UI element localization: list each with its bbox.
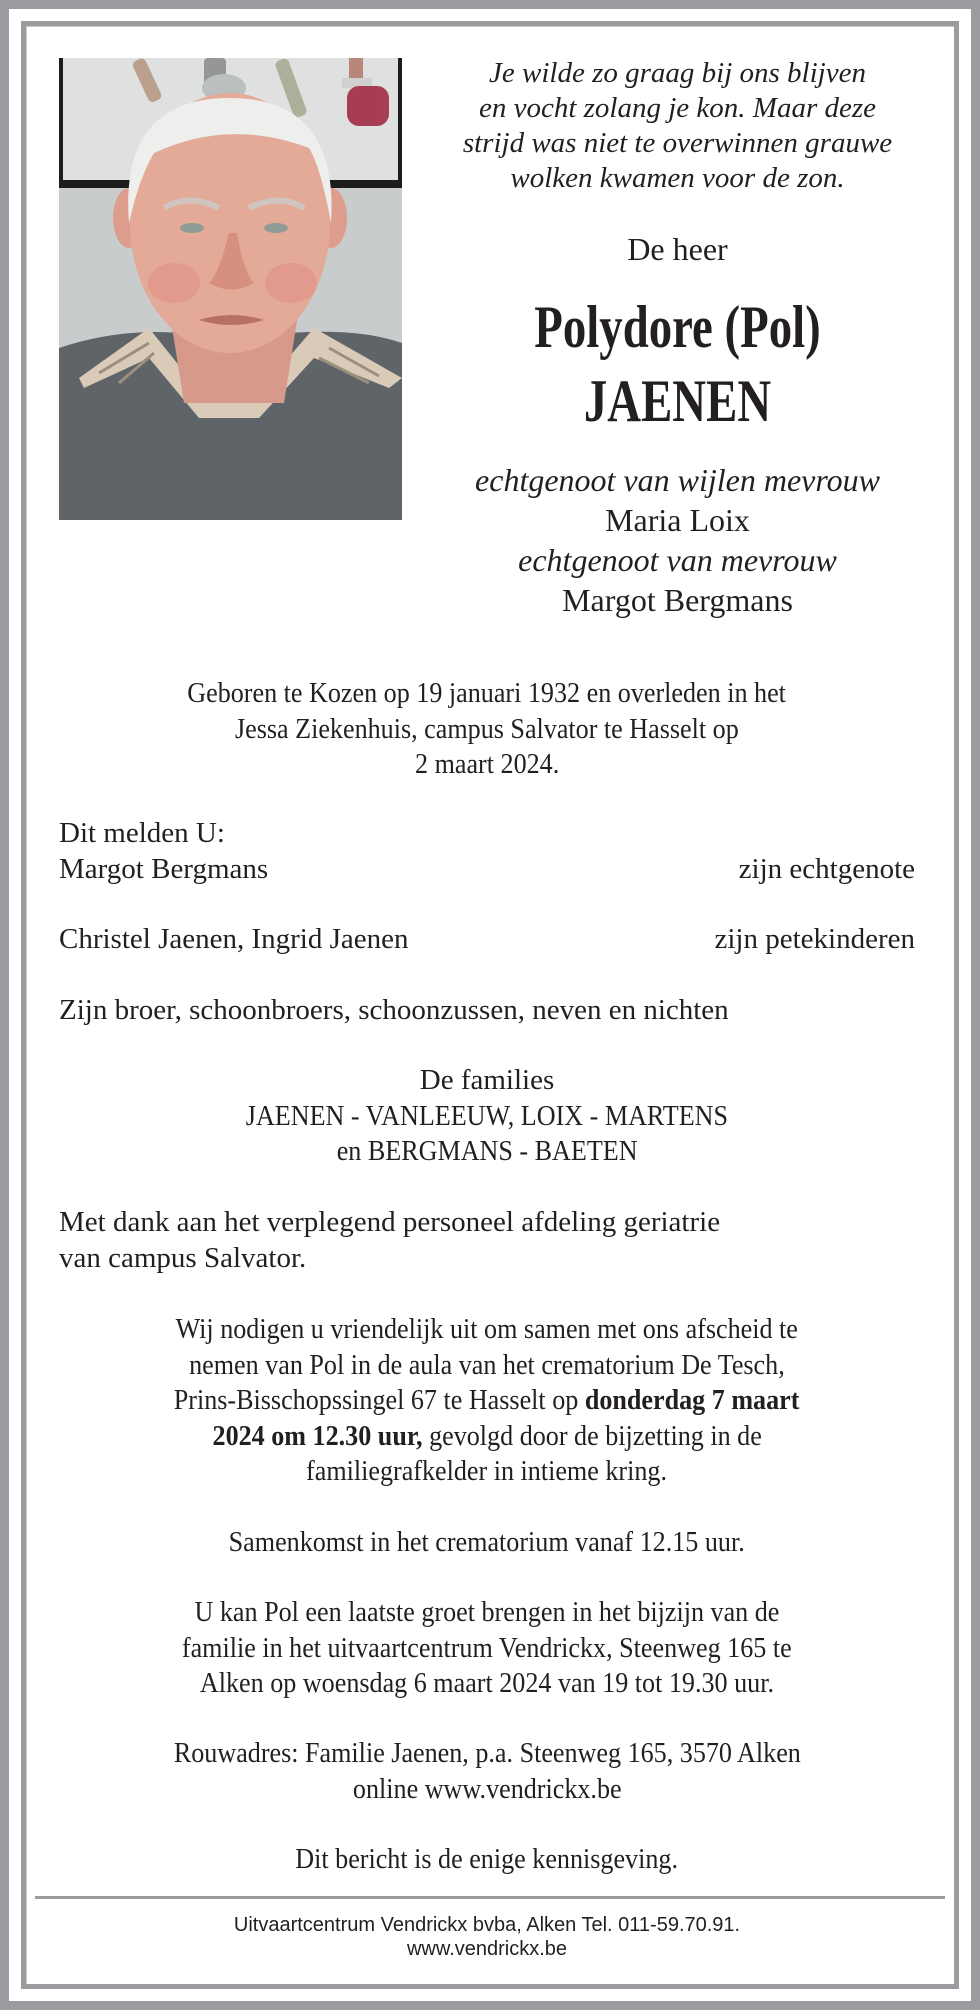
- mourning-address: [59, 1736, 915, 1807]
- funeral-home-contact: Uitvaartcentrum Vendrickx bvba, Alken Tel. 011-59.70.91.: [233, 1914, 741, 1936]
- poem-line: en vocht zolang je kon. Maar deze: [478, 92, 877, 124]
- text-line: familiegrafkelder in intieme kring.: [306, 1455, 668, 1487]
- text-line: nemen van Pol in de aula van het crematorium De Tesch,: [189, 1348, 785, 1381]
- footer-divider: [35, 1896, 945, 1899]
- poem: [420, 56, 935, 196]
- text-line: Dit bericht is de enige kennisgeving.: [295, 1843, 679, 1875]
- announcer-row: [59, 922, 915, 958]
- deceased-first-name: Polydore (Pol): [534, 294, 821, 360]
- ceremony-paragraph: [59, 1312, 915, 1490]
- extended-family: Zijn broer, schoonbroers, schoonzussen, neven en nichten: [59, 993, 729, 1026]
- text-line: Wij nodigen u vriendelijk uit om samen met ons afscheid te: [175, 1313, 799, 1345]
- poem-line: wolken kwamen voor de zon.: [510, 162, 845, 194]
- text-line: Alken op woensdag 6 maart 2024 van 19 tot 19.30 uur.: [199, 1667, 775, 1699]
- birth-death-paragraph: [59, 676, 915, 783]
- announcer-relation: zijn echtgenote: [738, 852, 915, 885]
- families-section: [59, 1063, 915, 1170]
- header-column: [420, 50, 935, 620]
- ceremony-date: donderdag 7 maart: [585, 1384, 800, 1416]
- announcer-names: Margot Bergmans: [59, 852, 269, 885]
- online-link[interactable]: online www.vendrickx.be: [352, 1772, 622, 1805]
- text-line: Samenkomst in het crematorium vanaf 12.15 uur.: [228, 1526, 746, 1558]
- families-label: De families: [419, 1064, 555, 1096]
- spouse-name: Margot Bergmans: [562, 582, 793, 618]
- funeral-home-website[interactable]: www.vendrickx.be: [406, 1938, 568, 1960]
- announcer-row: [59, 852, 915, 888]
- announcer-relation: zijn petekinderen: [714, 923, 915, 955]
- text-line: 2 maart 2024.: [414, 748, 560, 780]
- text-line: familie in het uitvaartcentrum Vendrickx, Steenweg 165 te: [182, 1631, 792, 1664]
- portrait-photo: [59, 58, 402, 520]
- portrait-image: [59, 58, 402, 520]
- text-line: Jessa Ziekenhuis, campus Salvator te Hasselt op: [235, 712, 739, 745]
- text-line: [212, 1419, 761, 1455]
- text-line: van campus Salvator.: [59, 1241, 307, 1274]
- family-line: JAENEN - VANLEEUW, LOIX - MARTENS: [245, 1099, 729, 1132]
- gathering-line: [59, 1525, 915, 1561]
- announcers-section: [59, 816, 915, 1028]
- announcer-names: Christel Jaenen, Ingrid Jaenen: [59, 923, 409, 955]
- spouse-name: Maria Loix: [605, 502, 750, 538]
- honorific: De heer: [627, 231, 728, 267]
- funeral-home-footer: [59, 1913, 915, 1961]
- text-line: Geboren te Kozen op 19 januari 1932 en overleden in het: [187, 677, 787, 709]
- spouse-block: [420, 460, 935, 620]
- sole-notice: [59, 1842, 915, 1878]
- spouse-label: echtgenoot van mevrouw: [518, 542, 837, 578]
- deceased-last-name: JAENEN: [583, 368, 772, 434]
- family-line: en BERGMANS - BAETEN: [336, 1135, 638, 1167]
- poem-line: strijd was niet te overwinnen grauwe: [462, 127, 893, 159]
- text-line: U kan Pol een laatste groet brengen in het bijzijn van de: [194, 1596, 780, 1628]
- text-fragment: gevolgd door de bijzetting in de: [422, 1419, 762, 1452]
- announcers-intro: Dit melden U:: [59, 817, 225, 849]
- poem-line: Je wilde zo graag bij ons blijven: [489, 57, 866, 89]
- thanks-paragraph: [59, 1205, 915, 1276]
- text-line: Rouwadres: Familie Jaenen, p.a. Steenweg 165, 3570 Alken: [173, 1737, 801, 1769]
- text-line: [174, 1383, 800, 1419]
- text-fragment: Prins-Bisschopssingel 67 te Hasselt op: [174, 1384, 586, 1416]
- visitation-paragraph: [59, 1595, 915, 1702]
- ceremony-time: 2024 om 12.30 uur,: [212, 1419, 423, 1452]
- spouse-label: echtgenoot van wijlen mevrouw: [475, 462, 880, 498]
- text-line: Met dank aan het verplegend personeel afdeling geriatrie: [59, 1206, 721, 1238]
